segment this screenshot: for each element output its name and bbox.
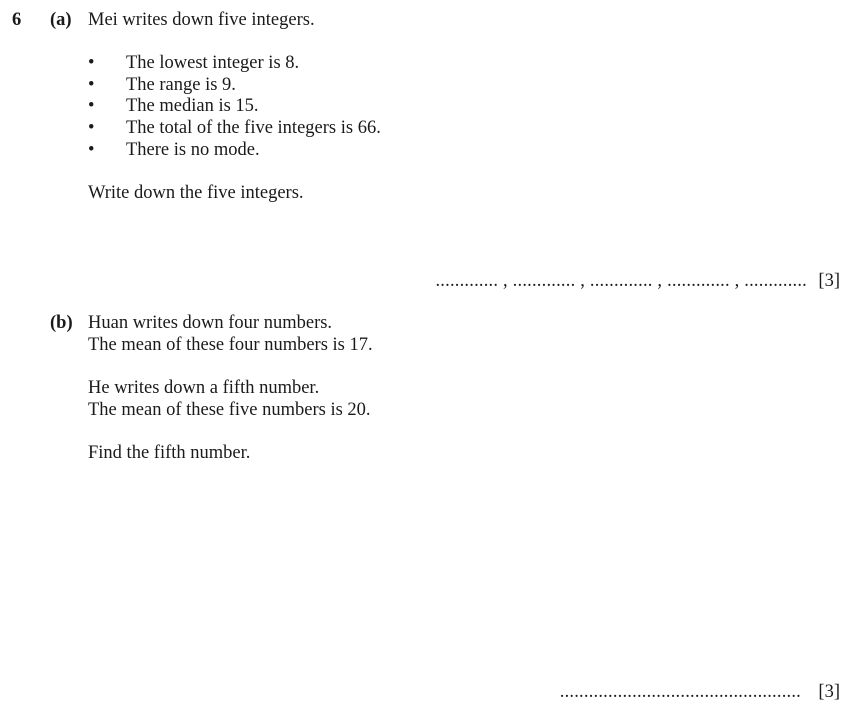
- part-b-instruction: Find the fifth number.: [88, 443, 251, 463]
- part-b-line: The mean of these five numbers is 20.: [88, 400, 371, 420]
- part-a-answer-line[interactable]: ............. , ............. , ............. , ............. , .............: [435, 271, 807, 291]
- list-item-text: There is no mode.: [126, 140, 260, 160]
- part-b-answer-line[interactable]: ..................................................: [559, 682, 801, 702]
- part-a-marks: [3]: [818, 271, 840, 291]
- part-b-line: He writes down a fifth number.: [88, 378, 320, 398]
- bullet-icon: •: [88, 96, 95, 116]
- bullet-icon: •: [88, 75, 95, 95]
- bullet-icon: •: [88, 140, 95, 160]
- part-b-label: (b): [50, 313, 73, 333]
- part-b-line: Huan writes down four numbers.: [88, 313, 333, 333]
- list-item-text: The total of the five integers is 66.: [126, 118, 381, 138]
- question-number: 6: [12, 10, 22, 30]
- part-a-label: (a): [50, 10, 72, 30]
- part-a-instruction: Write down the five integers.: [88, 183, 304, 203]
- part-b-marks: [3]: [818, 682, 840, 702]
- bullet-icon: •: [88, 118, 95, 138]
- part-a-intro: Mei writes down five integers.: [88, 10, 315, 30]
- part-b-line: The mean of these four numbers is 17.: [88, 335, 373, 355]
- bullet-icon: •: [88, 53, 95, 73]
- list-item-text: The range is 9.: [126, 75, 236, 95]
- list-item-text: The lowest integer is 8.: [126, 53, 300, 73]
- list-item-text: The median is 15.: [126, 96, 259, 116]
